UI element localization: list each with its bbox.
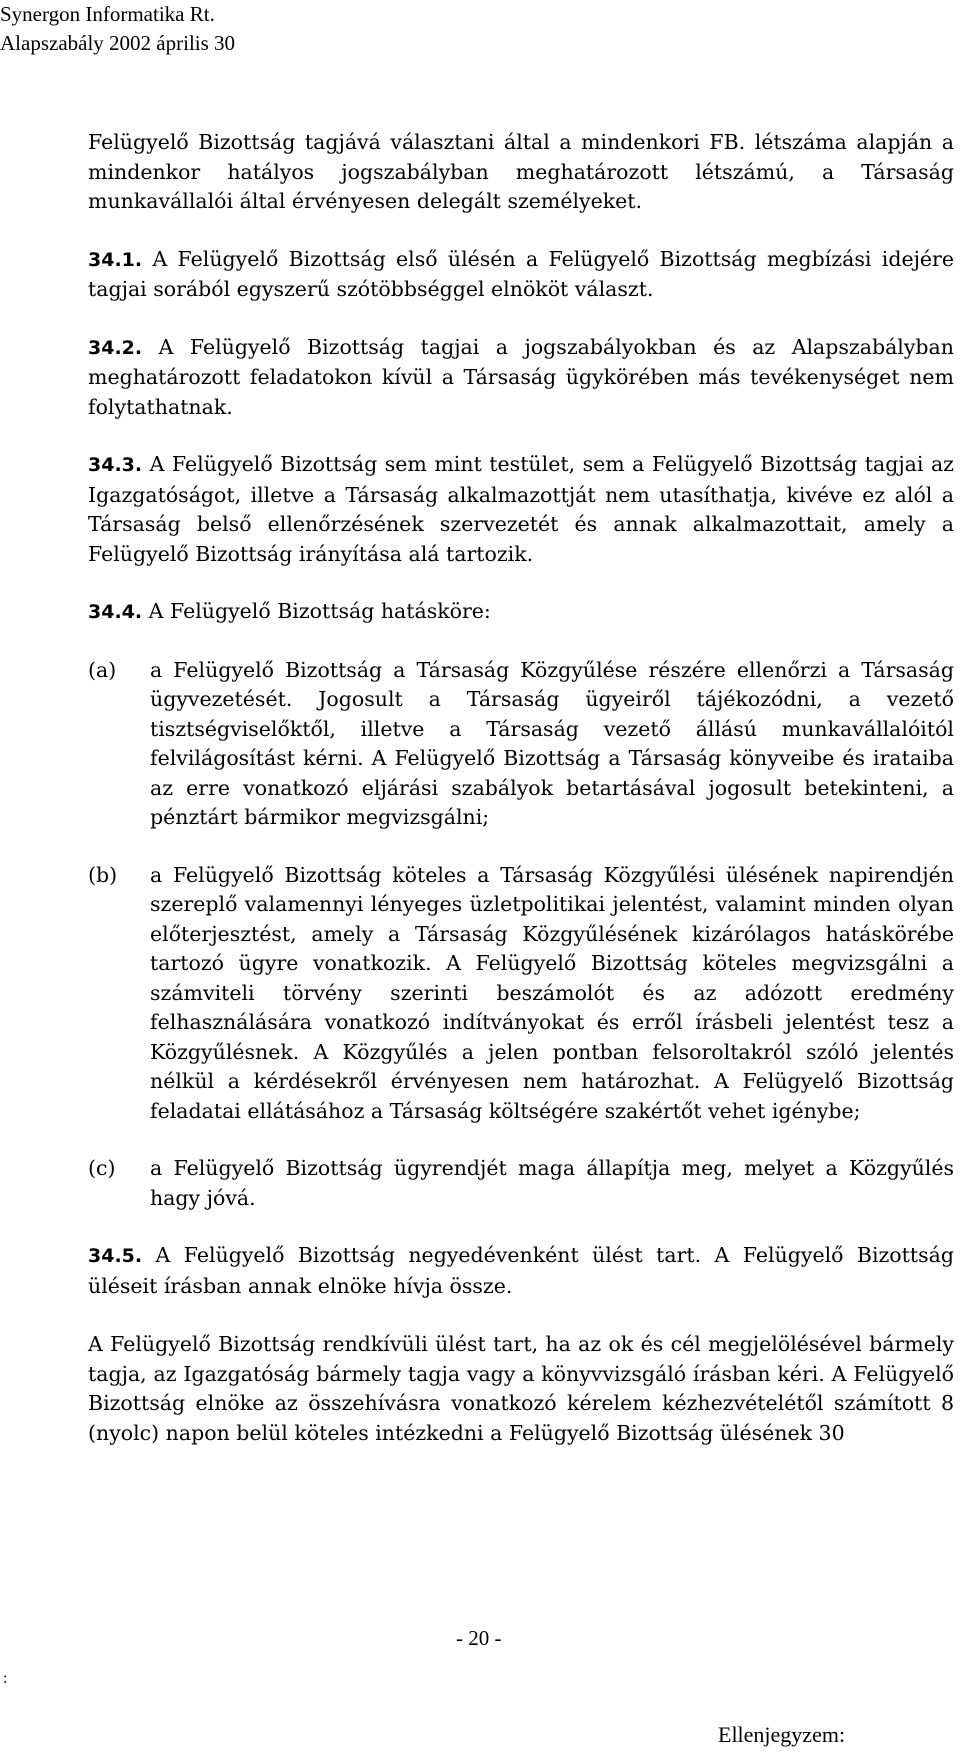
list-item: [88, 861, 954, 1127]
section-number: 34.2.: [88, 336, 143, 359]
page-number: - 20 -: [456, 1626, 502, 1650]
section-text: A Felügyelő Bizottság hatásköre:: [148, 599, 491, 623]
document-title: Alapszabály 2002 április 30: [0, 31, 236, 55]
list-item: [88, 656, 954, 833]
section-34-3: [88, 450, 954, 569]
section-34-1: [88, 245, 954, 305]
section-text: A Felügyelő Bizottság tagjai a jogszabályokban és az Alapszabályban meghatározott feladatokon kívül a Társaság ügykörében más tevékenységet nem folytathatnak.: [88, 334, 954, 419]
section-number: 34.3.: [88, 454, 143, 476]
section-34-2: [88, 333, 954, 423]
margin-mark: :: [3, 1670, 8, 1687]
section-text: A Felügyelő Bizottság negyedévenként ülést tart. A Felügyelő Bizottság üléseit írásban annak elnöke hívja össze.: [88, 1243, 954, 1298]
powers-list: [88, 656, 954, 1214]
company-name: Synergon Informatika Rt.: [0, 2, 215, 26]
document-body: [88, 128, 954, 1448]
list-item-label: (a): [88, 657, 117, 682]
section-text: A Felügyelő Bizottság első ülésén a Felügyelő Bizottság megbízási idejére tagjai sorából egyszerű szótöbbséggel elnököt választ.: [88, 246, 954, 301]
list-item-text: a Felügyelő Bizottság köteles a Társaság Közgyűlési ülésének napirendjén szereplő valamennyi lényeges üzletpolitikai jelentést, valamint minden olyan előterjesztést, amely a Társaság Közgyűlésének kizárólagos hatáskörébe tartozó ügyre vonatkozik. A Felügyelő Bizottság köteles megvizsgálni a számviteli törvény szerinti beszámolót és az adózott eredmény felhasználására vonatkozó indítványokat és erről írásbeli jelentést tesz a Közgyűlésnek. A Közgyűlés a jelen pontban felsoroltakról szóló jelentés nélkül a kérdésekről érvényesen nem határozhat. A Felügyelő Bizottság feladatai ellátásához a Társaság költségére szakértőt vehet igénybe;: [150, 862, 954, 1123]
intro-paragraph: Felügyelő Bizottság tagjává választani által a mindenkori FB. létszáma alapján a mindenkor hatályos jogszabályban meghatározott létszámú, a Társaság munkavállalói által érvényesen delegált személyeket.: [88, 130, 954, 213]
page-header: [0, 0, 235, 58]
section-number: 34.4.: [88, 601, 143, 623]
section-34-4: [88, 597, 954, 628]
list-item: [88, 1154, 954, 1213]
section-34-5: [88, 1241, 954, 1301]
section-text: A Felügyelő Bizottság sem mint testület, sem a Felügyelő Bizottság tagjai az Igazgatóságot, illetve a Társaság alkalmazottját nem utasíthatja, kivéve ez alól a Társaság belső ellenőrzésének szervezetét és annak alkalmazottait, amely a Felügyelő Bizottság irányítása alá tartozik.: [88, 452, 954, 566]
list-item-text: a Felügyelő Bizottság a Társaság Közgyűlése részére ellenőrzi a Társaság ügyvezetését. Jogosult a Társaság ügyeiről tájékozódni, a vezető tisztségviselőktől, illetve a Társaság vezető állású munkavállalóitól felvilágosítást kérni. A Felügyelő Bizottság a Társaság könyveibe és irataiba az erre vonatkozó eljárási szabályok betartásával jogosult betekinteni, a pénztárt bármikor megvizsgálni;: [150, 657, 954, 829]
countersign-label: Ellenjegyzem:: [718, 1722, 846, 1747]
list-item-text: a Felügyelő Bizottság ügyrendjét maga állapítja meg, melyet a Közgyűlés hagy jóvá.: [150, 1156, 954, 1210]
section-number: 34.5.: [88, 1245, 143, 1267]
list-item-label: (c): [88, 1156, 116, 1180]
closing-paragraph: A Felügyelő Bizottság rendkívüli ülést tart, ha az ok és cél megjelölésével bármely tagja, az Igazgatóság bármely tagja vagy a könyvvizsgáló írásban kéri. A Felügyelő Bizottság elnöke az összehívásra vonatkozó kérelem kézhezvételétől számított 8 (nyolc) napon belül köteles intézkedni a Felügyelő Bizottság ülésének 30: [88, 1332, 954, 1445]
list-item-label: (b): [88, 862, 118, 887]
section-number: 34.1.: [88, 248, 143, 271]
